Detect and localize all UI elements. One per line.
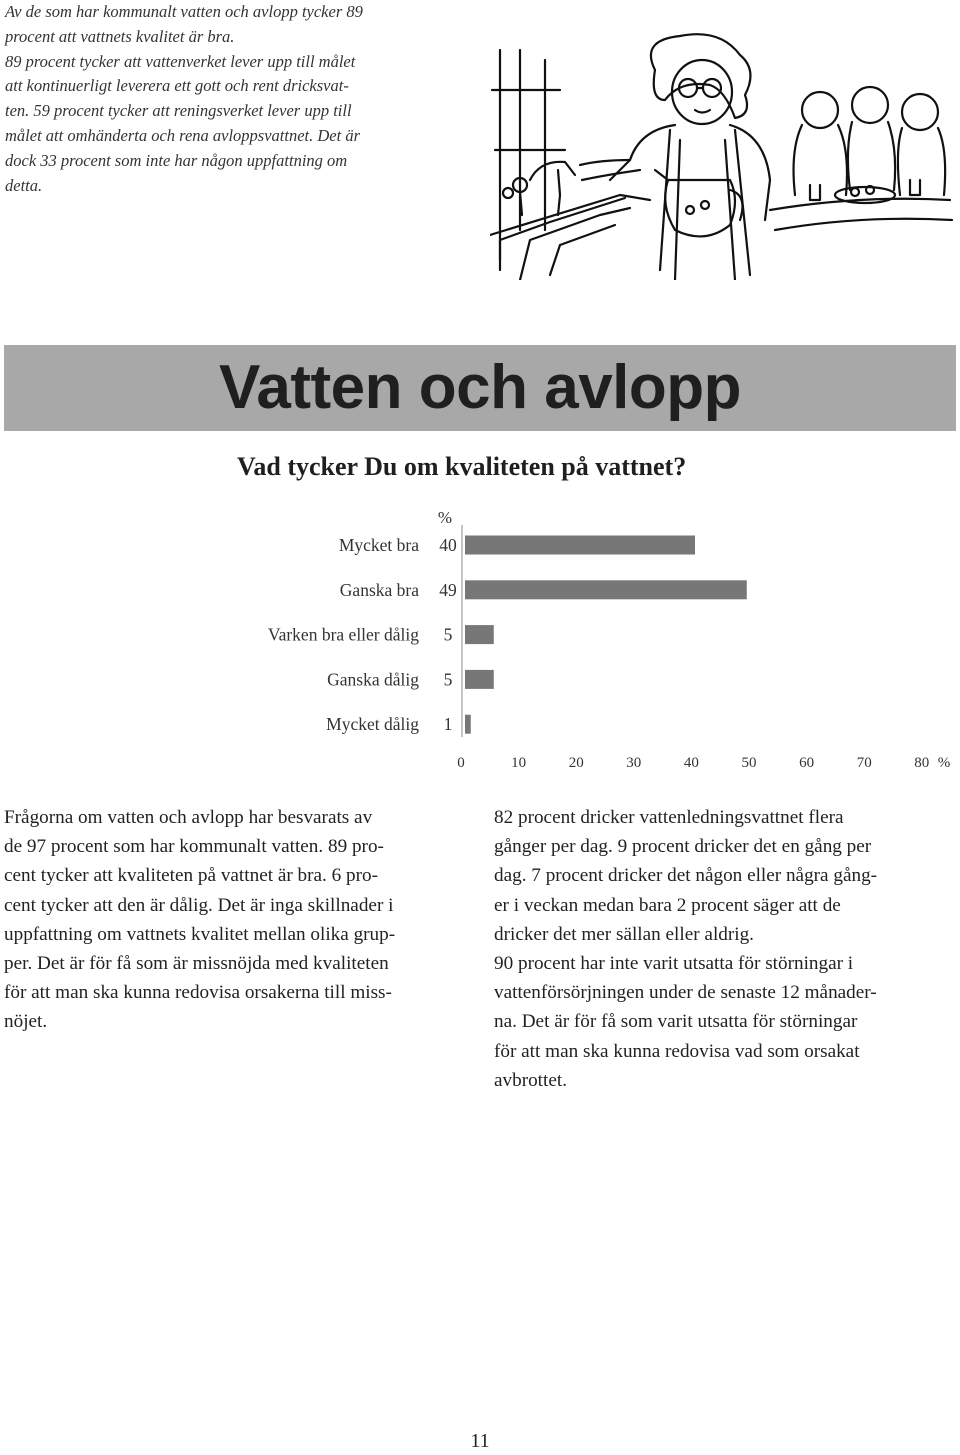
body-line: na. Det är för få som varit utsatta för störningar (494, 1011, 858, 1033)
body-right-column (494, 803, 946, 1095)
body-line: vattenförsörjningen under de senaste 12 månader- (494, 982, 877, 1004)
bar (465, 625, 494, 644)
intro-line: 89 procent tycker att vattenverket lever upp till målet (5, 51, 356, 71)
intro-line: att kontinuerligt leverera ett gott och rent dricksvat- (5, 76, 349, 96)
x-tick-label: 60 (799, 755, 815, 771)
body-line: uppfattning om vattnets kvalitet mellan olika grup- (4, 923, 396, 945)
body-line: cent tycker att den är dålig. Det är inga skillnader i (4, 894, 394, 916)
chart-title: Vad tycker Du om kvaliteten på vattnet? (237, 452, 687, 481)
bar (465, 670, 494, 689)
x-tick-label: 10 (511, 755, 527, 771)
intro-line: ten. 59 procent tycker att reningsverket lever upp till (5, 101, 352, 121)
body-line: för att man ska kunna redovisa orsakerna till miss- (4, 982, 392, 1004)
body-line: per. Det är för få som är missnöjda med kvaliteten (4, 953, 389, 975)
body-line: nöjet. (4, 1011, 48, 1033)
body-line: Frågorna om vatten och avlopp har besvarats av (4, 807, 373, 828)
bar (465, 715, 471, 734)
body-line: avbrottet. (494, 1069, 567, 1091)
bar (465, 536, 695, 555)
intro-line: målet att omhänderta och rena avloppsvattnet. Det är (5, 125, 360, 145)
intro-line: detta. (5, 175, 43, 195)
value-label: 5 (443, 669, 453, 690)
bar (465, 580, 747, 599)
category-label: Ganska bra (339, 579, 419, 600)
intro-line: Av de som har kommunalt vatten och avlopp tycker 89 (5, 2, 363, 21)
body-line: de 97 procent som har kommunalt vatten. 89 pro- (4, 836, 384, 858)
x-tick-label: 0 (457, 755, 465, 771)
body-line: er i veckan medan bara 2 procent säger att de (494, 894, 841, 916)
value-label: 5 (443, 624, 453, 645)
section-title: Vatten och avlopp (218, 353, 742, 422)
x-tick-label: 30 (626, 755, 642, 771)
x-tick-label: 50 (741, 755, 757, 771)
x-tick-label: 40 (683, 755, 699, 771)
body-line: dag. 7 procent dricker det någon eller några gång- (494, 865, 878, 887)
category-label: Mycket dålig (326, 714, 419, 735)
body-line: dricker det mer sällan eller aldrig. (494, 923, 754, 945)
value-label: 40 (439, 535, 457, 555)
body-left-column (4, 803, 456, 1037)
x-tick-label: 80 (914, 755, 930, 771)
body-line: cent tycker att kvaliteten på vattnet är bra. 6 pro- (4, 865, 378, 887)
x-tick-label: 20 (568, 755, 584, 771)
category-label: Mycket bra (338, 535, 419, 555)
x-unit-label: % (937, 755, 951, 771)
value-column-header: % (437, 508, 453, 527)
intro-line: procent att vattnets kvalitet är bra. (5, 26, 235, 46)
body-line: 90 procent har inte varit utsatta för störningar i (494, 953, 854, 975)
page-number: 11 (470, 1430, 490, 1452)
category-label: Varken bra eller dålig (267, 624, 419, 645)
value-label: 1 (443, 714, 453, 735)
body-line: för att man ska kunna redovisa vad som orsakat (494, 1040, 860, 1062)
intro-line: dock 33 procent som inte har någon uppfattning om (5, 150, 348, 170)
body-line: 82 procent dricker vattenledningsvattnet flera (494, 807, 844, 828)
category-label: Ganska dålig (327, 669, 419, 690)
x-tick-label: 70 (856, 755, 872, 771)
value-label: 49 (439, 579, 457, 600)
body-line: gånger per dag. 9 procent dricker det en gång per (494, 836, 872, 858)
